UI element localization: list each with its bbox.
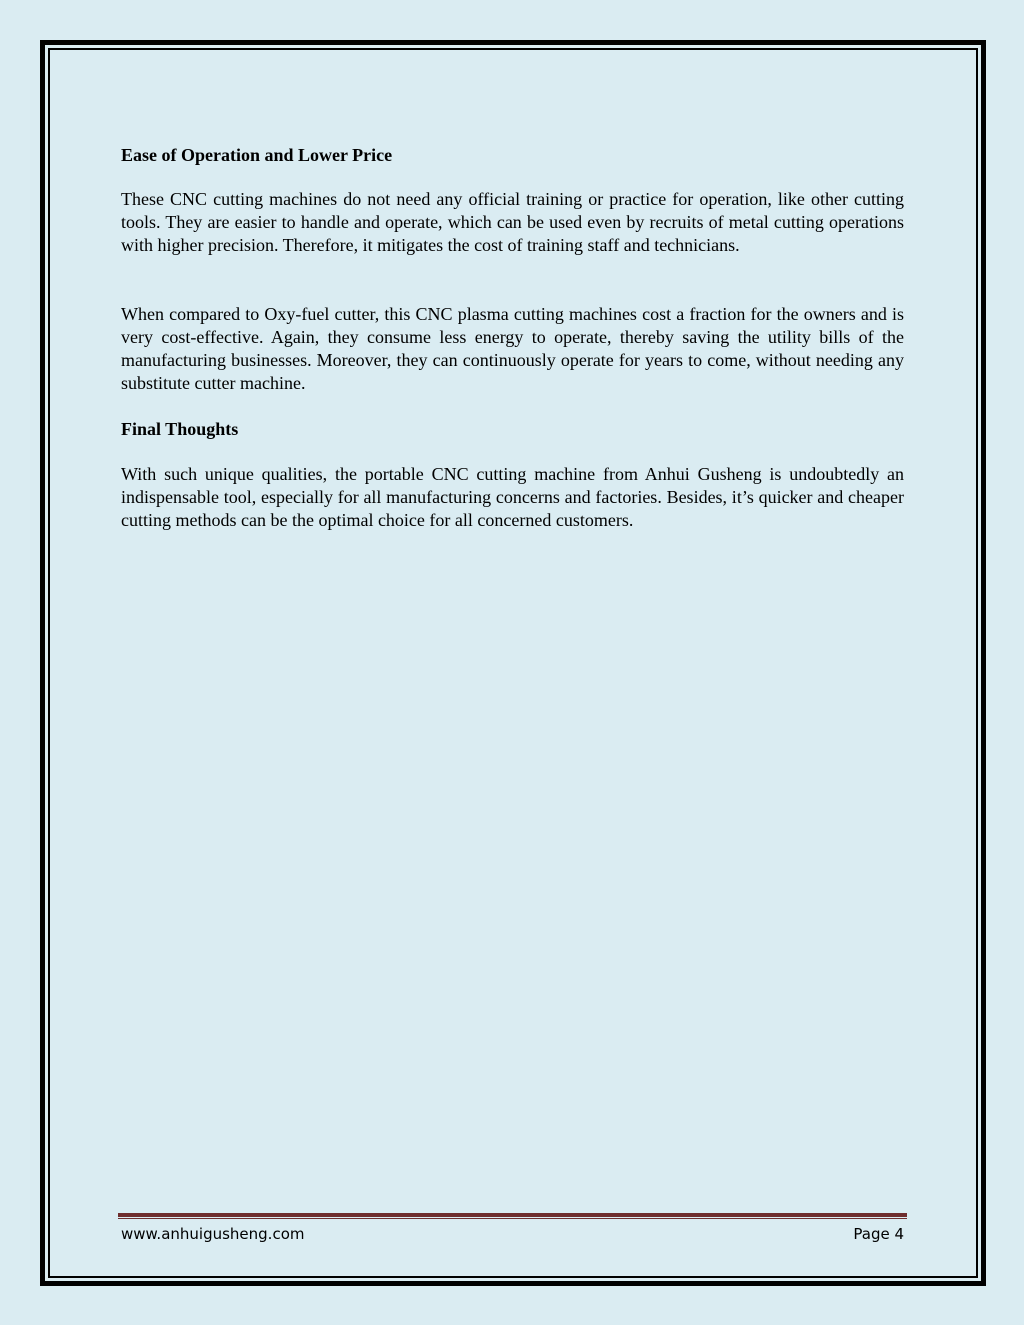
footer-divider bbox=[118, 1213, 907, 1219]
paragraph-cost-effective: When compared to Oxy-fuel cutter, this CNC plasma cutting machines cost a fraction for the owners and is very cost-effective. Again, they consume less energy to operate, thereby saving the utility bills of the manufacturing businesses. Moreover, they can continuously operate for years to come, without needing any substitute cutter machine. bbox=[121, 304, 904, 393]
document-body bbox=[121, 144, 904, 532]
paragraph-conclusion: With such unique qualities, the portable CNC cutting machine from Anhui Gusheng is undoubtedly an indispensable tool, especially for all manufacturing concerns and factories. Besides, it’s quicker and cheaper cutting methods can be the optimal choice for all concerned customers. bbox=[121, 464, 904, 530]
section-heading-ease-of-operation: Ease of Operation and Lower Price bbox=[121, 145, 393, 165]
footer-page-number: Page 4 bbox=[853, 1225, 904, 1243]
footer-website: www.anhuigusheng.com bbox=[121, 1225, 305, 1243]
paragraph-training: These CNC cutting machines do not need any official training or practice for operation, like other cutting tools. They are easier to handle and operate, which can be used even by recruits of metal cutting operations with higher precision. Therefore, it mitigates the cost of training staff and technicians. bbox=[121, 189, 904, 255]
section-heading-final-thoughts: Final Thoughts bbox=[121, 419, 239, 439]
